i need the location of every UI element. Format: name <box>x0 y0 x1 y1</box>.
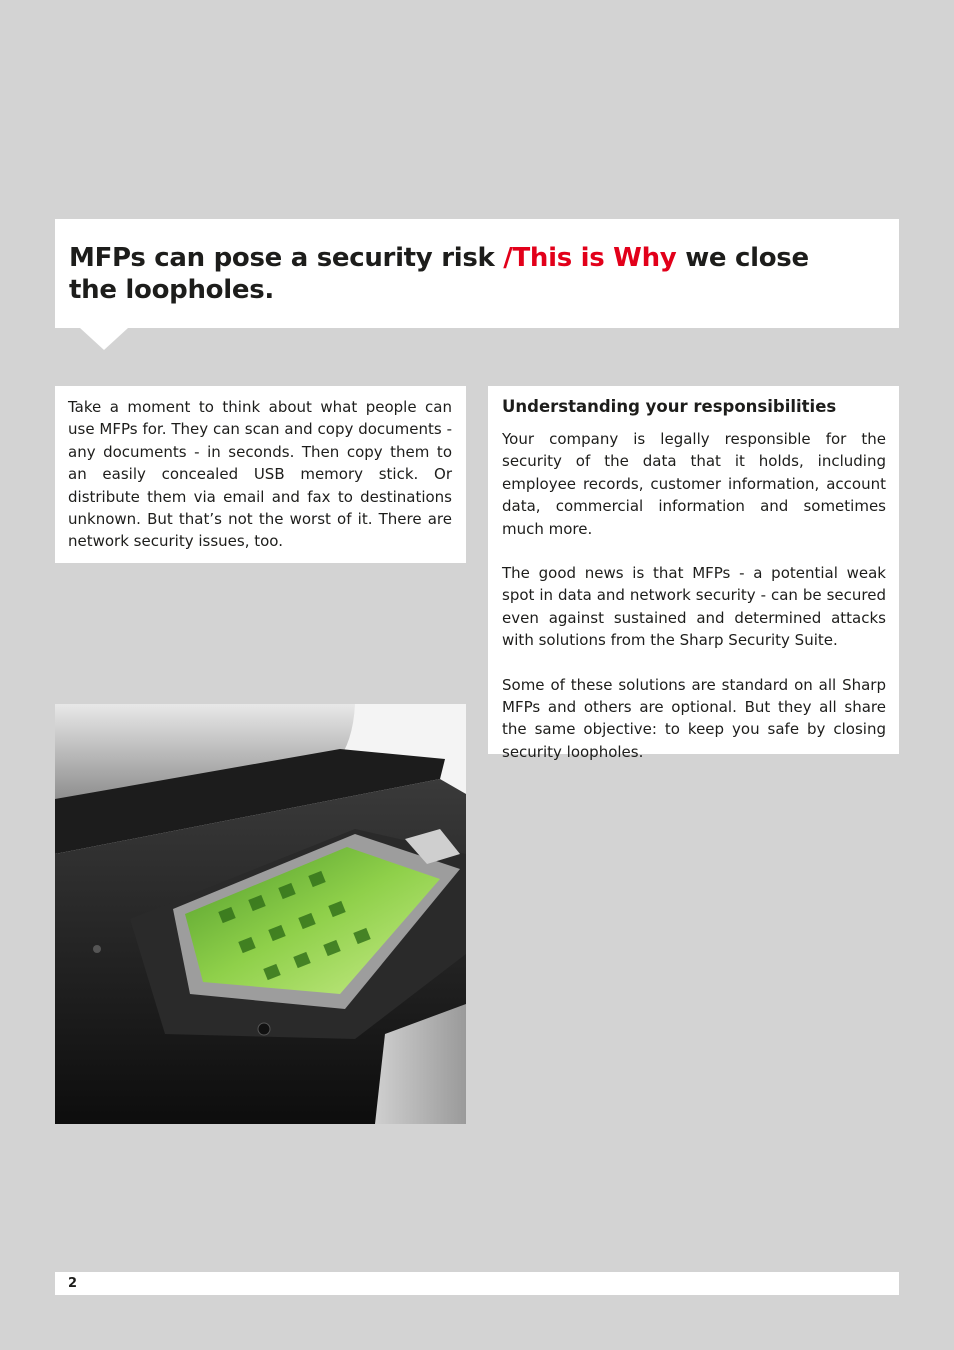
headline-part-1: MFPs can pose a security risk <box>69 243 504 273</box>
intro-text: Take a moment to think about what people can use MFPs for. They can scan and copy documents - any documents - in seconds. Then copy them to an easily concealed USB memory stick. Or distribute them via email and fax to destinations unknown. But that’s not the worst of it. There are network security issues, too. <box>68 398 452 551</box>
headline-accent: /This is Why <box>503 243 677 273</box>
page-number: 2 <box>68 1276 78 1291</box>
headline <box>69 242 829 306</box>
body-indicator-light <box>93 945 101 953</box>
responsibilities-paragraph-3: Some of these solutions are standard on all Sharp MFPs and others are optional. But they all share the same objective: to keep you safe by closing security loopholes. <box>502 675 886 761</box>
headline-box <box>55 219 899 328</box>
panel-usb-port <box>258 1023 270 1035</box>
mfp-photo <box>55 704 466 1124</box>
responsibilities-heading: Understanding your responsibilities <box>502 397 837 416</box>
responsibilities-paragraph-2: The good news is that MFPs - a potential weak spot in data and network security - can be secured even against sustained and determined attacks with solutions from the Sharp Security Suite. <box>502 564 886 650</box>
responsibilities-paragraph-1: Your company is legally responsible for the security of the data that it holds, including employee records, customer information, account data, commercial information and sometimes much more. <box>502 430 886 538</box>
responsibilities-box <box>488 386 899 761</box>
headline-pointer <box>80 328 128 350</box>
footer-bar <box>55 1272 899 1295</box>
headline-part-2: we close the loopholes. <box>69 243 809 305</box>
intro-box <box>55 386 466 563</box>
mfp-illustration <box>55 704 466 1124</box>
